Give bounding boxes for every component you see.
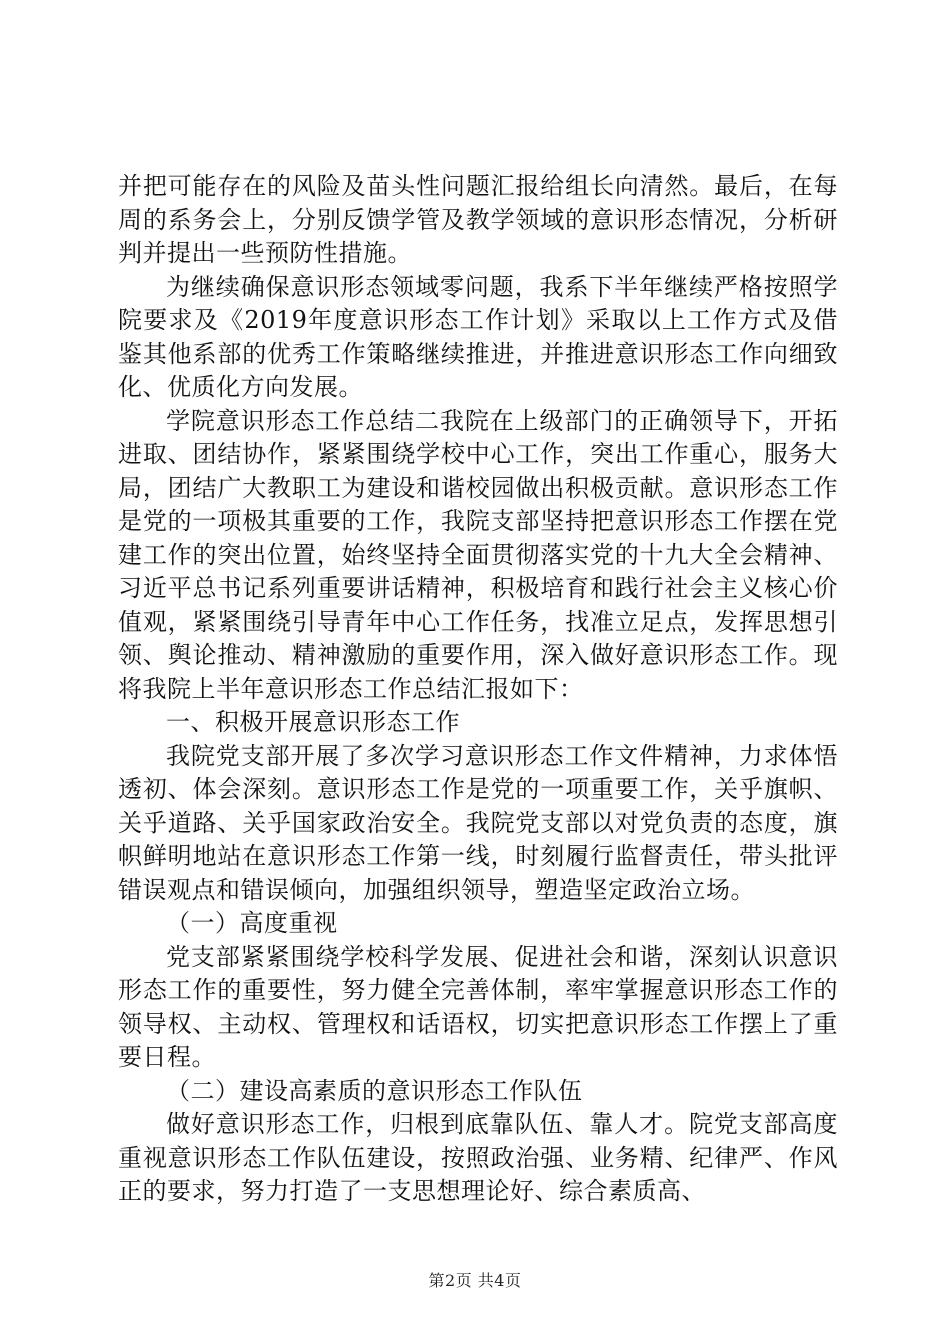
subsection-heading: （二）建设高素质的意识形态工作队伍	[166, 1076, 583, 1105]
paragraph: 为继续确保意识形态领域零问题，我系下半年继续严格按照学院要求及《2019年度意识形态工作计划》采取以上工作方式及借鉴其他系部的优秀工作策略继续推进，并推进意识形态工作向细致化、优质化方向发展。	[118, 272, 838, 401]
subsection-heading: （一）高度重视	[166, 909, 338, 937]
page-number-footer: 第2页 共4页	[428, 1271, 522, 1290]
paragraph: 党支部紧紧围绕学校科学发展、促进社会和谐，深刻认识意识形态工作的重要性，努力健全完善体制，率牢掌握意识形态工作的领导权、主动权、管理权和话语权，切实把意识形态工作摆上了重要日程。	[118, 942, 838, 1071]
document-body	[118, 170, 838, 1209]
paragraph: 学院意识形态工作总结二我院在上级部门的正确领导下，开拓进取、团结协作，紧紧围绕学校中心工作，突出工作重心，服务大局，团结广大教职工为建设和谐校园做出积极贡献。意识形态工作是党的一项极其重要的工作，我院支部坚持把意识形态工作摆在党建工作的突出位置，始终坚持全面贯彻落实党的十九大全会精神、习近平总书记系列重要讲话精神，积极培育和践行社会主义核心价值观，紧紧围绕引导青年中心工作任务，找准立足点，发挥思想引领、舆论推动、精神激励的重要作用，深入做好意识形态工作。现将我院上半年意识形态工作总结汇报如下：	[118, 406, 838, 703]
paragraph-continued: 并把可能存在的风险及苗头性问题汇报给组长向清然。最后，在每周的系务会上，分别反馈学管及教学领域的意识形态情况，分析研判并提出一些预防性措施。	[118, 172, 838, 267]
paragraph: 我院党支部开展了多次学习意识形态工作文件精神，力求体悟透初、体会深刻。意识形态工作是党的一项重要工作，关乎旗帜、关乎道路、关乎国家政治安全。我院党支部以对党负责的态度，旗帜鲜明地站在意识形态工作第一线，时刻履行监督责任，带头批评错误观点和错误倾向，加强组织领导，塑造坚定政治立场。	[118, 741, 838, 904]
paragraph: 做好意识形态工作，归根到底靠队伍、靠人才。院党支部高度重视意识形态工作队伍建设，按照政治强、业务精、纪律严、作风正的要求，努力打造了一支思想理论好、综合素质高、	[118, 1110, 838, 1205]
section-heading: 一、积极开展意识形态工作	[166, 708, 460, 736]
